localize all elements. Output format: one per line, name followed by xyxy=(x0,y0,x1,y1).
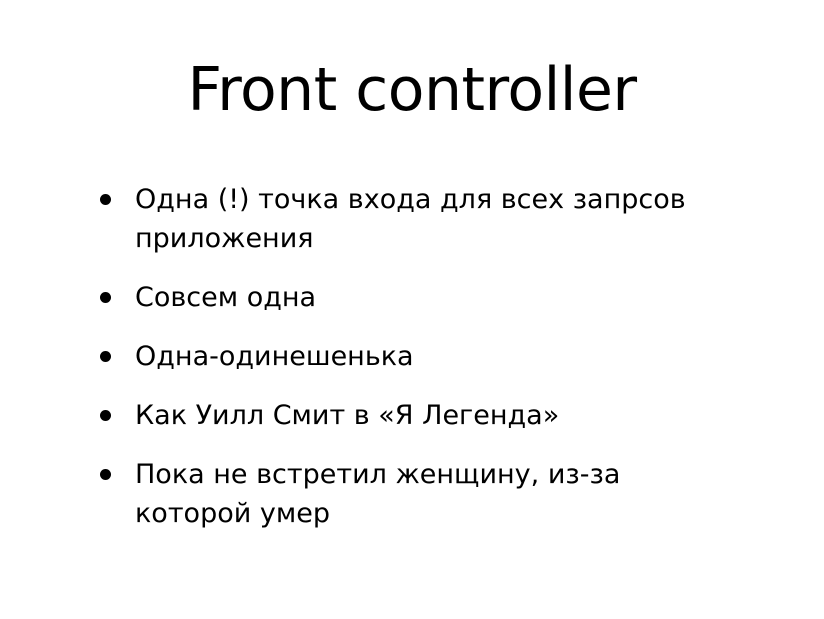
bullet-dot-icon xyxy=(100,292,111,303)
bullet-item xyxy=(98,455,738,533)
bullet-item xyxy=(98,396,738,435)
bullet-text: Пока не встретил женщину, из-за которой умер xyxy=(135,459,621,529)
bullet-item xyxy=(98,337,738,376)
bullet-dot-icon xyxy=(100,351,111,362)
bullet-item xyxy=(98,180,738,258)
bullet-text: Одна-одинешенька xyxy=(135,341,414,372)
bullet-dot-icon xyxy=(100,410,111,421)
bullet-dot-icon xyxy=(100,194,111,205)
bullet-dot-icon xyxy=(100,469,111,480)
bullet-text: Одна (!) точка входа для всех запрсов приложения xyxy=(135,184,686,254)
bullet-text: Как Уилл Смит в «Я Легенда» xyxy=(135,400,560,431)
bullet-item xyxy=(98,278,738,317)
slide-title: Front controller xyxy=(187,55,637,125)
bullet-list xyxy=(98,180,738,553)
bullet-text: Совсем одна xyxy=(135,282,317,313)
